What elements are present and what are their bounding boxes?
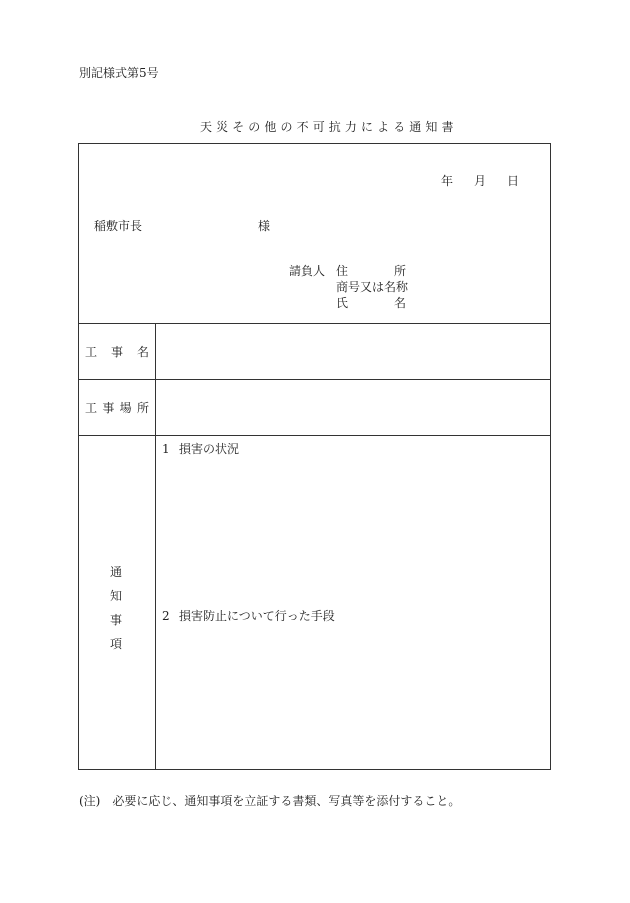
label-char: 知 <box>109 589 122 603</box>
project-name-label <box>85 345 149 359</box>
row-divider <box>78 323 551 324</box>
label-char: 工 <box>85 401 98 415</box>
label-char: 所 <box>136 401 149 415</box>
column-divider <box>155 323 156 770</box>
notice-items-label <box>109 560 123 656</box>
date-year-label: 年 <box>441 174 454 188</box>
addressee: 稲敷市長 <box>94 219 143 233</box>
form-number: 別記様式第5号 <box>79 66 159 80</box>
label-char: 事 <box>110 345 123 359</box>
contractor-trade-name-label: 商号又は名称 <box>336 280 409 294</box>
label-char: 工 <box>85 345 98 359</box>
row-divider <box>78 435 551 436</box>
honorific: 様 <box>258 219 271 233</box>
project-site-label <box>85 401 149 415</box>
label-char: 事 <box>109 613 122 627</box>
contractor-address-label <box>336 264 406 278</box>
footnote: (注) 必要に応じ、通知事項を立証する書類、写真等を添付すること。 <box>79 794 461 808</box>
form-frame <box>78 143 551 770</box>
notice-item <box>162 442 239 456</box>
item-number: 1 <box>162 442 170 456</box>
label-char: 通 <box>109 565 122 579</box>
label-char: 名 <box>136 345 149 359</box>
label-char: 事 <box>102 401 115 415</box>
date-day-label: 日 <box>507 174 520 188</box>
label-char: 住 <box>336 264 349 278</box>
date-month-label: 月 <box>474 174 487 188</box>
notice-item <box>162 609 335 623</box>
label-char: 所 <box>393 264 406 278</box>
label-char: 名 <box>393 296 406 310</box>
document-title: 天災その他の不可抗力による通知書 <box>200 120 458 134</box>
item-text: 損害の状況 <box>179 442 240 456</box>
row-divider <box>78 379 551 380</box>
label-char: 項 <box>109 637 122 651</box>
item-text: 損害防止について行った手段 <box>179 609 335 623</box>
label-char: 場 <box>119 401 132 415</box>
contractor-name-label <box>336 296 406 310</box>
date-line <box>441 174 519 188</box>
label-char: 氏 <box>336 296 349 310</box>
contractor-label: 請負人 <box>289 264 326 278</box>
item-number: 2 <box>162 609 170 623</box>
